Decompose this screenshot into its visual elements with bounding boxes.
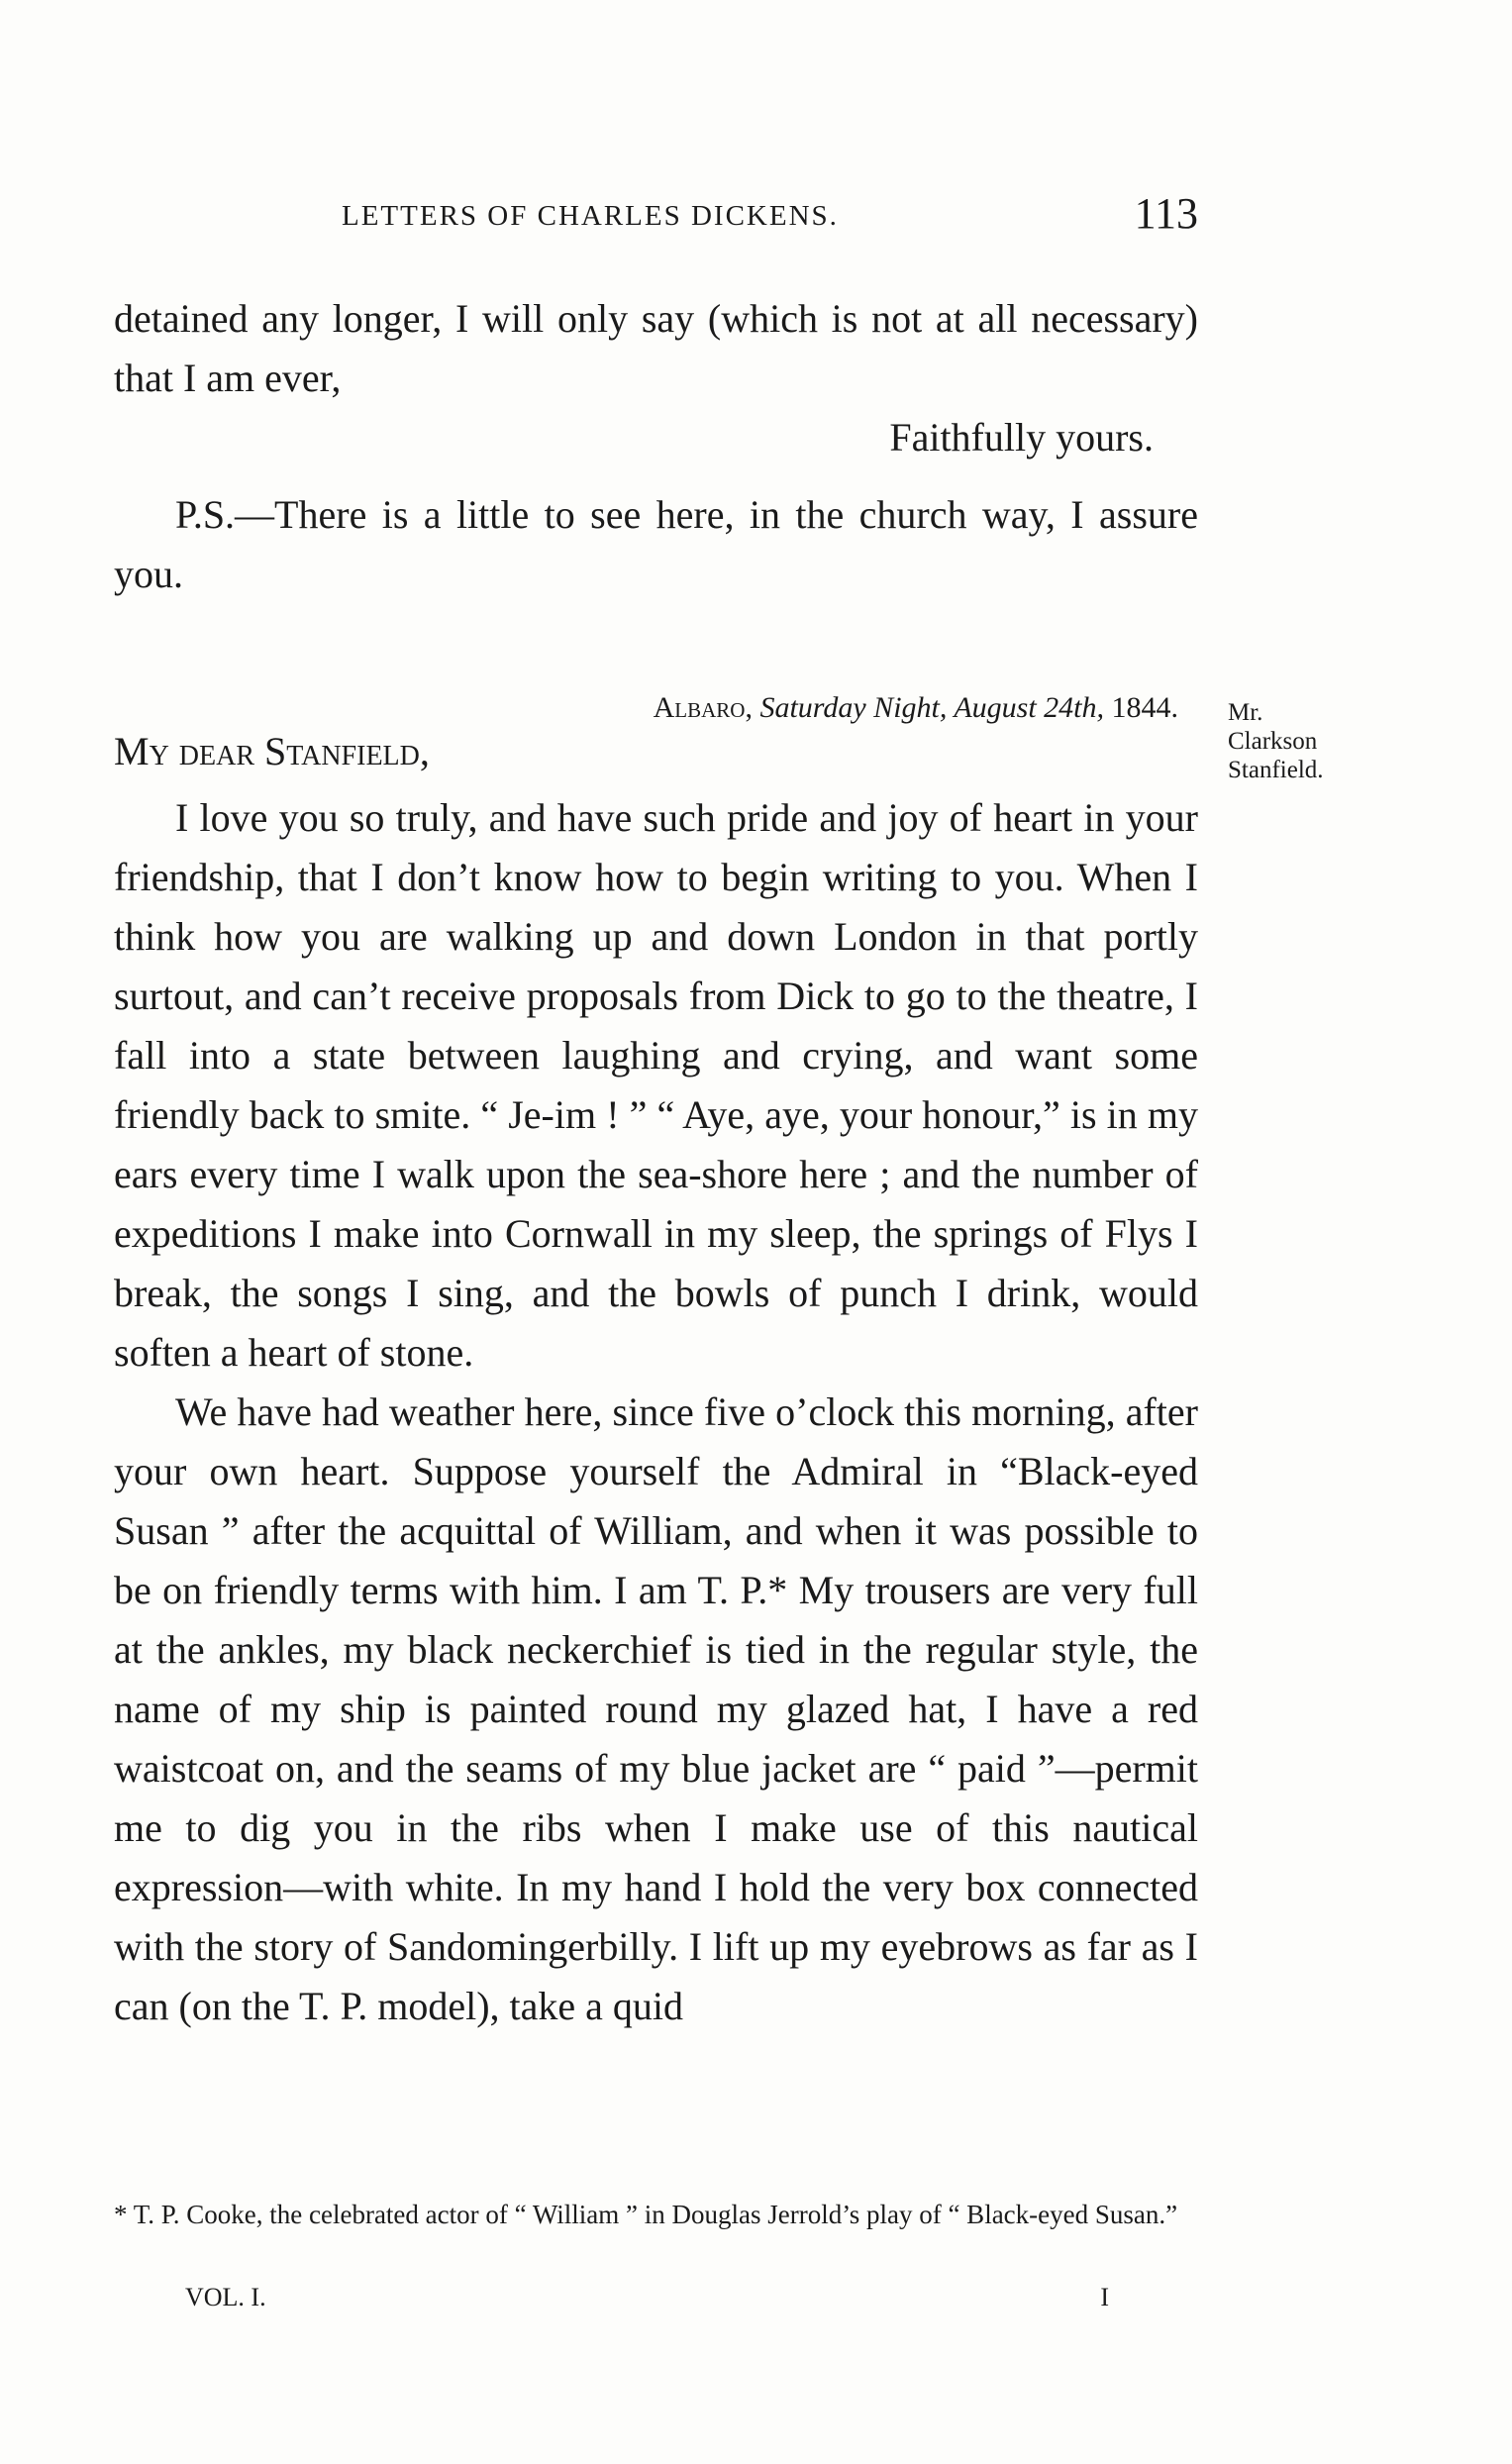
body-paragraph: detained any longer, I will only say (which is not at all necessary) that I am ever, xyxy=(114,296,1198,400)
letter-ending xyxy=(114,289,1198,604)
dateline-place: Albaro, xyxy=(653,691,753,724)
salutation: My dear Stanfield, xyxy=(114,729,430,773)
body-paragraph: We have had weather here, since five o’clock this morning, after your own heart. Suppose yourself the Admiral in “Black-eyed Susan ” after the acquittal of William, and when it was possible to be on friendly terms with him. I am T. P.* My trousers are very full at the ankles, my black neckerchief is tied in the regular style, the name of my ship is painted round my glazed hat, I have a red waistcoat on, and the seams of my blue jacket are “ paid ”—permit me to dig you in the ribs when I make use of this nautical expression—with white. In my hand I hold the very box connected with the story of Sandomingerbilly. I lift up my eyebrows as far as I can (on the T. P. model), take a quid xyxy=(114,1389,1198,2028)
closing-phrase: Faithfully yours. xyxy=(889,415,1154,460)
recipient-side-note xyxy=(1228,698,1386,784)
postscript: P.S.—There is a little to see here, in the church way, I assure you. xyxy=(114,492,1198,596)
dateline-year: 1844. xyxy=(1111,691,1178,724)
running-title: LETTERS OF CHARLES DICKENS. xyxy=(342,200,839,232)
dateline xyxy=(654,691,1178,725)
signature-mark: I xyxy=(1100,2283,1109,2311)
side-note-line: Clarkson xyxy=(1228,728,1318,755)
footnote: * T. P. Cooke, the celebrated actor of “ William ” in Douglas Jerrold’s play of “ Black-eyed Susan.” xyxy=(114,2200,1178,2229)
page-number: 113 xyxy=(1134,189,1198,238)
side-note-line: Mr. xyxy=(1228,699,1263,726)
side-note-line: Stanfield. xyxy=(1228,757,1324,783)
body-paragraph: I love you so truly, and have such pride and joy of heart in your friendship, that I don’t know how to begin writing to you. When I think how you are walking up and down London in that portly surtout, and can’t receive proposals from Dick to go to the theatre, I fall into a state between laughing and crying, and want some friendly back to smite. “ Je-im ! ” “ Aye, aye, your honour,” is in my ears every time I walk upon the sea-shore here ; and the number of expeditions I make into Cornwall in my sleep, the springs of Flys I break, the songs I sing, and the bowls of punch I drink, would soften a heart of stone. xyxy=(114,795,1198,1375)
dateline-day: Saturday Night, August 24th, xyxy=(759,691,1104,724)
signature-line xyxy=(114,2283,1198,2322)
letter-body xyxy=(114,788,1198,2036)
volume-marker: VOL. I. xyxy=(185,2283,266,2311)
running-head xyxy=(114,188,1198,248)
